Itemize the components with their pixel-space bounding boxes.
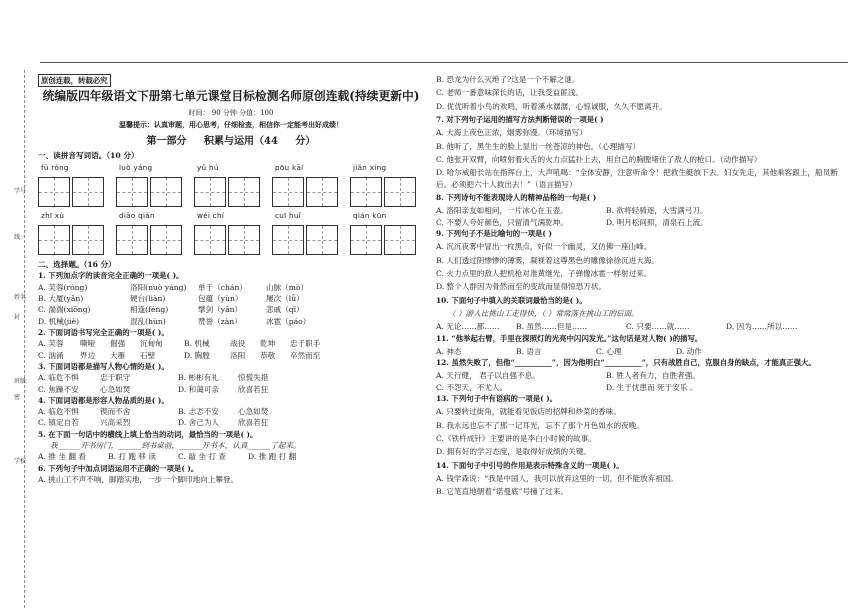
question-4-options bbox=[38, 406, 424, 429]
question-5-stem: 5. 在下面一句话中的横线上填上恰当的动词，最恰当的一项是( )。 bbox=[38, 429, 258, 439]
option-text: 赞誉（zàn） bbox=[198, 316, 242, 326]
option-text[interactable]: B. 人们透过阴惨惨的薄雾，凝视着这尊黑色的雕像徐徐沉进大海。 bbox=[436, 255, 660, 265]
option-text: 悲戚（qī） bbox=[266, 305, 304, 315]
writing-box[interactable] bbox=[306, 177, 338, 207]
option-text[interactable]: D. 明月松间照，清泉石上流。 bbox=[606, 217, 708, 227]
option-text[interactable]: B. 胜人者有力，自胜者强。 bbox=[606, 371, 700, 381]
writing-box[interactable] bbox=[384, 177, 416, 207]
option-text: 大雁 bbox=[110, 350, 126, 360]
section2-heading: 二、选择题。（16 分） bbox=[38, 260, 116, 270]
question-11-stem: 11. “他举起右臂，手里在探照灯的光亮中闪闪发光。”这句话是对人物( )的描写。 bbox=[436, 333, 703, 343]
writing-box[interactable] bbox=[272, 177, 304, 207]
option-text[interactable]: A. 芙蓉(róng) bbox=[38, 282, 88, 292]
question-9-stem: 9. 下列句子不是比喻句的一项是( ) bbox=[436, 229, 552, 239]
pinyin-row-1 bbox=[38, 163, 424, 207]
pinyin-label: qián kūn bbox=[353, 211, 387, 221]
option-text[interactable]: D. 和蔼可亲 bbox=[178, 384, 220, 394]
question-4-stem: 4. 下面词语都是形容人物品质的是( )。 bbox=[38, 395, 169, 405]
option-text: 嘶哑 bbox=[80, 339, 96, 349]
question-2-stem: 2. 下面词语书写完全正确的一项是( )。 bbox=[38, 328, 169, 338]
option-text: 石壁 bbox=[140, 350, 156, 360]
option-text: 洛阳 bbox=[230, 350, 246, 360]
option-text[interactable]: C. 火力点里的敌人把机枪对准黄继光，子弹像冰雹一样射过来。 bbox=[436, 269, 652, 279]
writing-box[interactable] bbox=[38, 177, 70, 207]
option-text: 欣喜若狂 bbox=[238, 418, 269, 428]
option-text[interactable]: A. 钱学森说：“我是中国人，我可以放弃这里的一切，但不能放弃祖国。 bbox=[436, 473, 679, 483]
writing-box[interactable] bbox=[384, 225, 416, 255]
option-text[interactable]: B. 彬彬有礼 bbox=[178, 373, 219, 383]
option-text[interactable]: A. 只要转过街角，就能看见饭店的招牌和炒菜的香味。 bbox=[436, 407, 621, 417]
question-3-stem: 3. 下面词语都是描写人物心情的是( )。 bbox=[38, 362, 169, 372]
writing-box[interactable] bbox=[228, 225, 260, 255]
option-text[interactable]: A. 大海上夜色正浓，烟雾弥漫。（环境描写） bbox=[436, 128, 587, 138]
side-cut-label: 密 bbox=[14, 394, 21, 401]
writing-box[interactable] bbox=[306, 225, 338, 255]
writing-box[interactable] bbox=[72, 225, 104, 255]
option-text: 倔强 bbox=[110, 339, 126, 349]
option-text[interactable]: A. 临危不惧 bbox=[38, 373, 79, 383]
part-heading: 第一部分 积累与运用（44 分） bbox=[146, 135, 316, 147]
side-number-label: 学号 bbox=[14, 188, 27, 195]
side-school-label: 学校 bbox=[14, 458, 27, 465]
copyright-stamp: 原创连载，转载必究 bbox=[38, 74, 111, 87]
writing-box[interactable] bbox=[72, 177, 104, 207]
option-text: 战役 bbox=[230, 339, 246, 349]
option-text[interactable]: D. 胸膛 bbox=[184, 350, 210, 360]
right-column bbox=[436, 74, 850, 500]
option-text[interactable]: D. 优优听着小鸟的欢鸣，听着溪水潺潺，心惊诚服，久久不愿离开。 bbox=[436, 101, 667, 111]
option-text[interactable]: C. 不怨天，不尤人。 bbox=[436, 382, 508, 392]
option-text[interactable]: C. 镇定自若 bbox=[38, 418, 79, 428]
side-bind-label: 封 bbox=[14, 314, 21, 321]
option-text: 混乱(hùn) bbox=[130, 316, 166, 326]
side-seal-label: 线 bbox=[14, 234, 21, 241]
pinyin-label: diāo qiǎn bbox=[119, 211, 155, 221]
question-5-sentence: 我______开书房门，______到书桌前，______开书本，认真______了起来。 bbox=[50, 440, 301, 450]
question-2-options bbox=[38, 338, 424, 361]
pinyin-label: yǔ hú bbox=[197, 163, 219, 173]
option-text[interactable]: A. 天行健， 君子以自强不息。 bbox=[436, 371, 540, 381]
option-text: 忠于职守 bbox=[100, 373, 131, 383]
option-text: 冰雹（páo） bbox=[266, 316, 311, 326]
writing-box[interactable] bbox=[194, 177, 226, 207]
writing-box[interactable] bbox=[150, 225, 182, 255]
option-text[interactable]: A. 无论……都…… bbox=[436, 322, 500, 332]
option-text[interactable]: B. 虽然……但是…… bbox=[516, 322, 588, 332]
pinyin-label: zhī xù bbox=[41, 211, 65, 221]
option-text[interactable]: D. 哈尔威船长站在指挥台上，大声吼喝：“全体安静，注意听命令！把救生艇放下去。妇女先走，其他乘客跟上，船员断后。必须把六十人救出去！”（语言描写） bbox=[436, 168, 838, 189]
option-text: 卒然而至 bbox=[290, 350, 321, 360]
question-10-sentence: （ ）游人比挑山工走得快，（ ）常常落在挑山工的后面。 bbox=[448, 308, 639, 318]
question-3-options bbox=[38, 372, 424, 395]
option-text: 单于（chán） bbox=[198, 282, 247, 292]
option-text: 锲而不舍 bbox=[100, 407, 131, 417]
writing-box[interactable] bbox=[194, 225, 226, 255]
header-rule bbox=[40, 62, 848, 63]
left-column bbox=[38, 74, 424, 485]
question-11-options bbox=[436, 346, 850, 357]
question-1-options bbox=[38, 282, 424, 328]
binding-line bbox=[24, 70, 25, 608]
option-text[interactable]: D. 整个人群因为骨然而至的变故而显得惊恐万状。 bbox=[436, 282, 607, 292]
writing-box[interactable] bbox=[272, 225, 304, 255]
option-text[interactable]: B. 大厦(yǎn) bbox=[38, 293, 84, 303]
option-text: 畀边 bbox=[80, 350, 96, 360]
question-6-stem: 6. 下列句子中加点词语运用不正确的一项是( )。 bbox=[38, 463, 199, 473]
question-1-stem: 1. 下列加点字的读音完全正确的一项是( )。 bbox=[38, 271, 184, 281]
option-text[interactable]: A. 挑山工不声不响，脚踏实地，一步一个脚印地向上攀登。 bbox=[38, 474, 239, 484]
option-text[interactable]: C. 老师一番意味深长的话，让我受益匪浅。 bbox=[436, 88, 584, 98]
option-text: 欣喜若狂 bbox=[238, 384, 269, 394]
page-title: 统编版四年级语文下册第七单元课堂目标检测名师原创连载(持续更新中) bbox=[42, 89, 420, 103]
question-12-options bbox=[436, 370, 850, 393]
side-class-label: 班级 bbox=[14, 378, 27, 385]
option-text[interactable]: A. 临危不惧 bbox=[38, 407, 79, 417]
writing-box[interactable] bbox=[116, 177, 148, 207]
option-text[interactable]: B. 语言 bbox=[516, 346, 542, 356]
pinyin-label: jiǎn xíng bbox=[353, 163, 387, 173]
writing-box[interactable] bbox=[150, 177, 182, 207]
writing-box[interactable] bbox=[38, 225, 70, 255]
question-10-stem: 10. 下面句子中填入的关联词最恰当的是( )。 bbox=[436, 295, 587, 305]
writing-box[interactable] bbox=[350, 225, 382, 255]
option-text: 心急如焚 bbox=[100, 384, 131, 394]
option-text: 硬台(liàn) bbox=[130, 293, 166, 303]
option-text[interactable]: D. 机械(jiè) bbox=[38, 316, 80, 326]
option-text[interactable]: C. 他张开双臂，向喷射着火舌的火力点猛扑上去，用自己的胸膛堵住了敌人的枪口。（动作描写） bbox=[436, 155, 762, 165]
option-text[interactable]: D. 舍己为人 bbox=[178, 418, 220, 428]
pinyin-label: pōu kāi bbox=[275, 163, 304, 173]
pinyin-row-2 bbox=[38, 211, 424, 255]
option-text[interactable]: B. 他听了，黑生生的脸上显出一丝苍凉的神色。（心理描写） bbox=[436, 141, 641, 151]
pinyin-label: wéi chí bbox=[197, 211, 225, 221]
option-text[interactable]: B. 欲将轻骑逐，大雪满弓刀。 bbox=[606, 206, 708, 216]
option-text[interactable]: A. 沉沉夜雾中冒出一枚黑点，好似一个幽灵，又仿佛一座山峰。 bbox=[436, 242, 652, 252]
question-13-stem: 13. 下列句子中有语病的一项是( )。 bbox=[436, 394, 558, 404]
writing-box[interactable] bbox=[228, 177, 260, 207]
option-text: 沉甸甸 bbox=[140, 339, 163, 349]
option-text: 洛阳(nuò yáng) bbox=[130, 282, 187, 292]
option-text: 相逢(féng) bbox=[130, 305, 169, 315]
question-8-options bbox=[436, 205, 850, 228]
side-name-label: 姓名 bbox=[14, 294, 27, 301]
writing-box[interactable] bbox=[116, 225, 148, 255]
option-text[interactable]: C. 不要人夸好颜色，只留清气满乾坤。 bbox=[436, 217, 568, 227]
option-text[interactable]: D. 生于忧患而 死于安乐 。 bbox=[606, 382, 698, 392]
writing-box[interactable] bbox=[350, 177, 382, 207]
option-text: 包蕴（yùn） bbox=[198, 293, 243, 303]
pinyin-label: cuī huǐ bbox=[275, 211, 301, 221]
option-text: 恭敬 bbox=[260, 350, 276, 360]
question-14-stem: 14. 下面句子中引号的作用是表示特殊含义的一项是( )。 bbox=[436, 460, 624, 470]
exam-tip: 温馨提示：认真审题，用心思考，仔细检查，相信你一定能考出好成绩！ bbox=[119, 120, 343, 130]
option-text: 擘剑（yān） bbox=[198, 305, 243, 315]
option-text[interactable]: C. 心理 bbox=[596, 346, 622, 356]
option-text: 兴高采烈 bbox=[100, 418, 131, 428]
question-12-stem: 12. 虽然失败了，但他“__________”，因为他明白“__________”，只有战胜自己，克服自身的缺点，才能真正强大。 bbox=[436, 358, 816, 368]
option-text: 忠于职手 bbox=[290, 339, 321, 349]
option-text: 屡次（lǚ） bbox=[266, 293, 304, 303]
option-text[interactable]: D. 拥有好的学习态度，是取得好成绩的关键。 bbox=[436, 447, 591, 457]
option-text[interactable]: C.《铁杵成针》主要讲的是李白小时候的故事。 bbox=[436, 433, 596, 443]
option-text[interactable]: C. 汹涌 bbox=[38, 350, 64, 360]
exam-meta: 时间： 90 分钟 分值：100 bbox=[188, 108, 274, 117]
option-text[interactable]: C. 焦躁不安 bbox=[38, 384, 79, 394]
question-10-options bbox=[436, 321, 850, 332]
option-text[interactable]: A. 神态 bbox=[436, 346, 462, 356]
option-text[interactable]: A. 推 坐 翻 看 bbox=[38, 452, 86, 462]
question-8-stem: 8. 下列诗句不能表现诗人的精神品格的一句是( ) bbox=[436, 193, 597, 203]
option-text[interactable]: D. 因为……所以…… bbox=[726, 322, 798, 332]
section1-heading: 一、读拼音写词语。（10 分） bbox=[38, 150, 139, 160]
option-text: 心急如焚 bbox=[238, 407, 269, 417]
option-text[interactable]: D. 动作 bbox=[676, 346, 702, 356]
option-text[interactable]: B. 忐忑不安 bbox=[178, 407, 219, 417]
option-text[interactable]: D. 推 跑 打 翻 bbox=[248, 452, 297, 462]
option-text[interactable]: A. 洛阳亲友如相问，一片冰心在玉壶。 bbox=[436, 206, 568, 216]
option-text[interactable]: B. 恐龙为什么灭绝了?这是一个不解之谜。 bbox=[436, 75, 580, 84]
option-text[interactable]: A. 芙蓉 bbox=[38, 339, 64, 349]
option-text[interactable]: B. 打 跑 移 读 bbox=[108, 452, 157, 462]
question-5-options bbox=[38, 451, 424, 462]
option-text: 惊慌失措 bbox=[238, 373, 269, 383]
option-text[interactable]: C. 只要……就…… bbox=[626, 322, 690, 332]
question-7-stem: 7. 对下列句子运用的描写方法判断错误的一项是( ) bbox=[436, 115, 604, 125]
option-text[interactable]: B. 我永远也忘不了那一记耳光，忘不了那个月色如水的夜晚。 bbox=[436, 420, 644, 430]
pinyin-label: fù róng bbox=[41, 163, 69, 173]
option-text[interactable]: C. 湍湍(xiōng) bbox=[38, 305, 91, 315]
option-text: 乾坤 bbox=[260, 339, 276, 349]
pinyin-label: luò yáng bbox=[119, 163, 153, 173]
option-text[interactable]: B. 它笔直地朝着“诺曼底”号撞了过来。 bbox=[436, 487, 569, 497]
option-text: 山脉（mò） bbox=[266, 282, 309, 292]
option-text[interactable]: B. 机械 bbox=[184, 339, 210, 349]
option-text[interactable]: C. 敲 坐 打 查 bbox=[178, 452, 226, 462]
